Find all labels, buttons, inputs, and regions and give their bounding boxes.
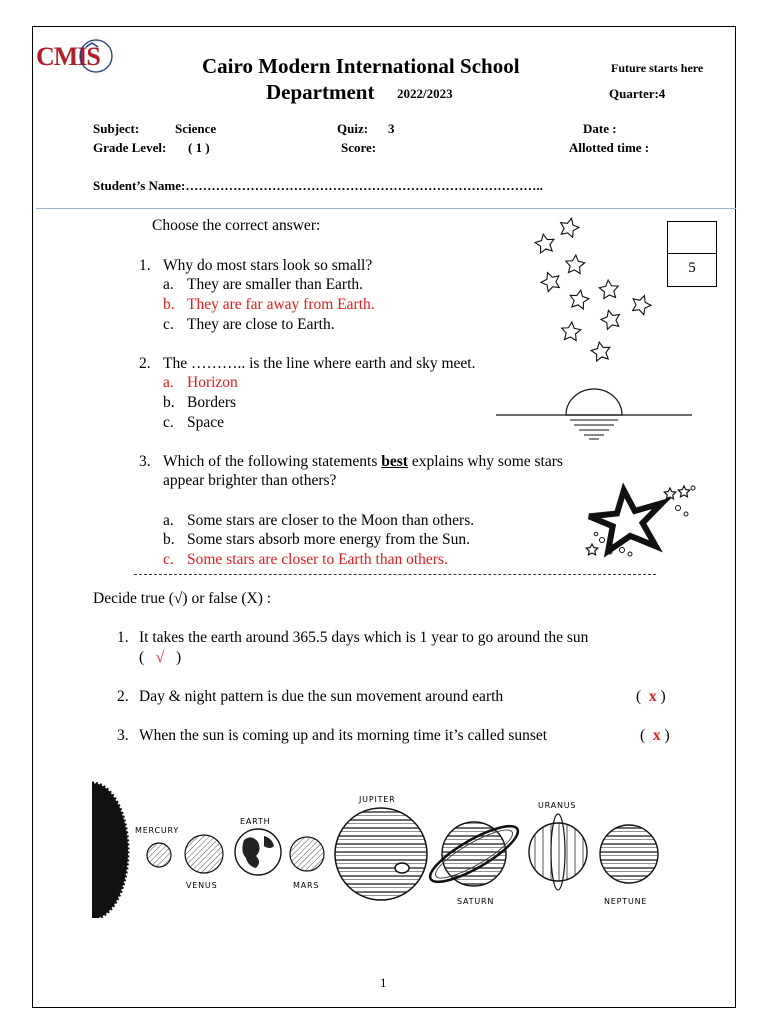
q2-text: The ……….. is the line where earth and sky meet. xyxy=(163,355,476,372)
grade-value: ( 1 ) xyxy=(188,140,210,155)
q2-option-b-letter: b. xyxy=(163,394,175,411)
planet-label-venus: VENUS xyxy=(186,881,218,890)
department-title: Department xyxy=(266,80,375,104)
stars-cluster-illustration xyxy=(525,212,660,367)
school-name: Cairo Modern International School xyxy=(202,54,520,78)
q3-option-b: Some stars absorb more energy from the Sun. xyxy=(187,531,470,548)
planet-label-uranus: URANUS xyxy=(538,801,577,810)
q3-emphasis: best xyxy=(381,453,408,470)
q1-option-a: They are smaller than Earth. xyxy=(187,276,364,293)
q3-option-a: Some stars are closer to the Moon than others. xyxy=(187,512,475,529)
tf1-answer: ( √ ) xyxy=(139,649,182,666)
star-icon xyxy=(539,269,563,293)
q3-option-c-letter: c. xyxy=(163,551,174,568)
jupiter-icon xyxy=(335,808,427,900)
planet-label-mercury: MERCURY xyxy=(135,826,180,835)
tf2-text: Day & night pattern is due the sun movement around earth xyxy=(139,688,504,705)
star-icon xyxy=(534,233,556,254)
q1-number: 1. xyxy=(139,257,151,274)
date-label: Date : xyxy=(583,121,617,136)
q3-number: 3. xyxy=(139,453,151,470)
q3-option-c: Some stars are closer to Earth than others. xyxy=(187,551,448,568)
sun-icon xyxy=(92,783,128,918)
score-label: Score: xyxy=(341,140,377,155)
neptune-icon xyxy=(600,825,658,883)
star-icon xyxy=(558,216,581,238)
tf3-mark: x xyxy=(652,727,661,744)
section1-instruction: Choose the correct answer: xyxy=(152,217,321,234)
star-icon xyxy=(599,308,622,330)
uranus-icon xyxy=(529,823,587,881)
solar-system-illustration xyxy=(92,778,664,918)
q3-option-b-letter: b. xyxy=(163,531,175,548)
q3-text: Which of the following statements best explains why some stars xyxy=(163,453,563,470)
q1-option-c: They are close to Earth. xyxy=(187,316,335,333)
subject-label: Subject: xyxy=(93,121,140,136)
planet-label-saturn: SATURN xyxy=(457,897,495,906)
big-star-illustration xyxy=(578,478,703,563)
quiz-value: 3 xyxy=(388,121,395,136)
tf3-number: 3. xyxy=(117,727,129,744)
q2-option-c: Space xyxy=(187,414,225,431)
q2-number: 2. xyxy=(139,355,151,372)
star-icon xyxy=(629,292,653,316)
q3-option-a-letter: a. xyxy=(163,512,174,529)
planet-label-mars: MARS xyxy=(293,881,320,890)
q2-option-c-letter: c. xyxy=(163,414,174,431)
star-icon xyxy=(590,341,612,362)
planet-label-earth: EARTH xyxy=(240,817,271,826)
tf3-text: When the sun is coming up and its morning time it’s called sunset xyxy=(139,727,548,744)
quarter: Quarter:4 xyxy=(609,86,666,101)
quiz-label: Quiz: xyxy=(337,121,369,136)
school-year: 2022/2023 xyxy=(397,86,453,101)
tf1-mark: √ xyxy=(155,649,165,666)
planet-label-neptune: NEPTUNE xyxy=(604,897,648,906)
section-divider xyxy=(134,574,656,575)
student-name-line: Student’s Name:……………………………………………………………………….. xyxy=(93,178,543,193)
section2-instruction: Decide true (√) or false (X) : xyxy=(93,590,272,607)
star-icon xyxy=(565,254,586,274)
score-box-value: 5 xyxy=(688,260,696,276)
header-divider xyxy=(36,208,736,209)
mars-icon xyxy=(290,837,324,871)
grade-label: Grade Level: xyxy=(93,140,167,155)
q1-option-b-letter: b. xyxy=(163,296,175,313)
star-icon xyxy=(599,279,620,299)
horizon-illustration xyxy=(496,388,692,446)
q2-option-b: Borders xyxy=(187,394,237,411)
tagline: Future starts here xyxy=(611,61,704,75)
star-icon xyxy=(561,321,582,341)
q1-text: Why do most stars look so small? xyxy=(163,257,373,274)
tf3-answer: ( x ) xyxy=(640,727,670,744)
tf2-answer: ( x ) xyxy=(636,688,666,705)
tf2-mark: x xyxy=(648,688,657,705)
q2-option-a: Horizon xyxy=(187,374,238,391)
q2-option-a-letter: a. xyxy=(163,374,174,391)
mercury-icon xyxy=(147,843,171,867)
tf2-number: 2. xyxy=(117,688,129,705)
tf1-number: 1. xyxy=(117,629,129,646)
school-logo: CMIS xyxy=(36,38,118,74)
tf1-text: It takes the earth around 365.5 days which is 1 year to go around the sun xyxy=(139,629,589,646)
page-number: 1 xyxy=(380,975,387,990)
subject-value: Science xyxy=(175,121,217,136)
score-box xyxy=(667,221,717,287)
venus-icon xyxy=(185,835,223,873)
q1-option-c-letter: c. xyxy=(163,316,174,333)
allotted-time-label: Allotted time : xyxy=(569,140,650,155)
q1-option-a-letter: a. xyxy=(163,276,174,293)
q3-text-line2: appear brighter than others? xyxy=(163,472,337,489)
planet-label-jupiter: JUPITER xyxy=(359,795,396,804)
q1-option-b: They are far away from Earth. xyxy=(187,296,375,313)
star-icon xyxy=(568,289,590,310)
